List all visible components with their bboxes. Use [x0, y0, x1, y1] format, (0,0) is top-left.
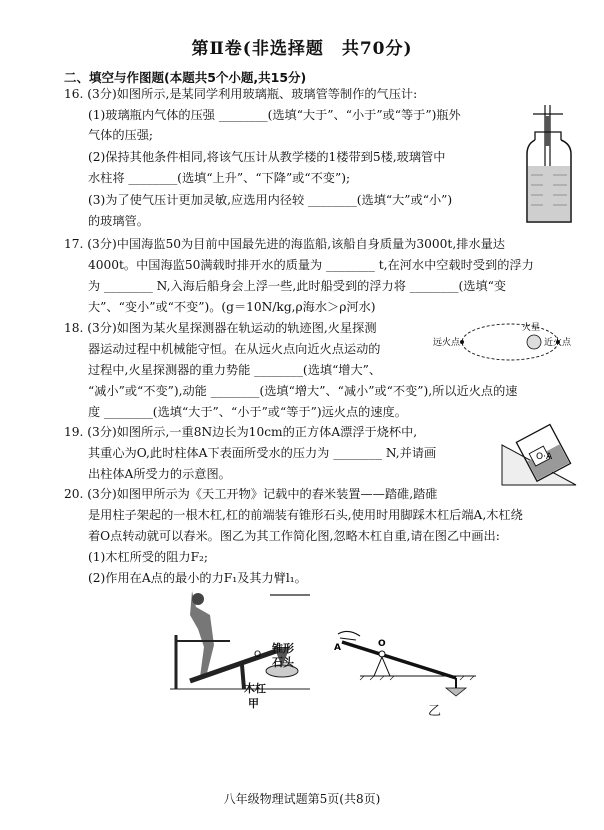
page-footer: 八年级物理试题第5页(共8页) [223, 792, 381, 806]
figure-jia-caption: 甲 [248, 697, 259, 710]
q16-line-2: (1)玻璃瓶内气体的压强 ________(选填“大于”、“小于”或“等于”)瓶外 [88, 108, 461, 122]
q17-line-2: 4000t。中国海监50满载时排开水的质量为 ________ t,在河水中空载时受到的浮力 [88, 258, 534, 272]
q20-line-1: 20. (3分)如图甲所示为《天工开物》记载中的舂米装置——踏碓,踏碓 [64, 487, 438, 501]
yi-o-label: O [378, 639, 386, 649]
q18-line-2: 器运动过程中机械能守恒。在从远火点向近火点运动的 [88, 342, 381, 356]
q20-line-3: 着O点转动就可以舂米。图乙为其工作简化图,忽略木杠自重,请在图乙中画出: [88, 529, 500, 543]
mars-label: 火星 [522, 323, 541, 333]
q18-line-4: “减小”或“不变”),动能 ________(选填“增大”、“减小”或“不变”),所以近火点的速 [88, 384, 518, 398]
page-title: 第Ⅱ卷(非选择题 共70分) [191, 39, 413, 59]
q19-line-1: 19. (3分)如图所示,一重8N边长为10cm的正方体A漂浮于烧杯中, [64, 425, 418, 439]
mars-orbit-figure [430, 318, 580, 366]
barometer-figure [523, 100, 583, 230]
q17-line-4: 大”、“变小”或“不变”)。(g＝10N/kg,ρ海水＞ρ河水) [88, 300, 376, 314]
q18-line-1: 18. (3分)如图为某火星探测器在轨运动的轨迹图,火星探测 [64, 321, 377, 335]
q16-line-4: (2)保持其他条件相同,将该气压计从教学楼的1楼带到5楼,玻璃管中 [88, 150, 446, 164]
cube-label: O·A [536, 452, 553, 462]
q19-line-2: 其重心为O,此时柱体A下表面所受水的压力为 ________ N,并请画 [88, 446, 437, 460]
q16-line-5: 水柱将 ________(选填“上升”、“下降”或“不变”); [88, 171, 351, 185]
cone-label: 锥形 [272, 642, 294, 655]
q18-line-3: 过程中,火星探测器的重力势能 ________(选填“增大”、 [88, 363, 382, 377]
near-point-label: 近火点 [544, 338, 572, 348]
q20-line-5: (2)作用在A点的最小的力F₁及其力臂l₁。 [88, 571, 307, 585]
q20-line-2: 是用柱子架起的一根木杠,杠的前端装有锥形石头,使用时用脚踩木杠后端A,木杠绕 [88, 508, 523, 522]
jia-o-label: O [254, 650, 262, 660]
q17-line-1: 17. (3分)中国海监50为目前中国最先进的海监船,该船自身质量为3000t,排水量达 [64, 237, 505, 251]
q16-line-1: 16. (3分)如图所示,是某同学利用玻璃瓶、玻璃管等制作的气压计: [64, 87, 418, 101]
yi-a-label: A [334, 643, 341, 653]
q19-line-3: 出柱体A所受力的示意图。 [88, 467, 231, 481]
q16-line-7: 的玻璃管。 [88, 214, 149, 228]
section-heading: 二、填空与作图题(本题共5个小题,共15分) [64, 70, 307, 85]
figure-yi-caption: 乙 [428, 704, 442, 719]
floating-cube-figure [498, 415, 580, 487]
q16-line-3: 气体的压强; [88, 128, 154, 142]
lever-diagram-yi [330, 620, 480, 700]
far-point-label: 远火点 [433, 338, 461, 348]
q18-line-5: 度 ________(选填“大于”、“小于”或“等于”)远火点的速度。 [88, 405, 407, 419]
q20-line-4: (1)木杠所受的阻力F₂; [88, 550, 209, 564]
lever-label: 木杠 [244, 682, 266, 695]
stone-label: 石头 [272, 656, 294, 669]
q17-line-3: 为 ________ N,入海后船身会上浮一些,此时船受到的浮力将 ________(选填“变 [88, 279, 507, 293]
q16-line-6: (3)为了使气压计更加灵敏,应选用内径较 ________(选填“大”或“小”) [88, 193, 453, 207]
